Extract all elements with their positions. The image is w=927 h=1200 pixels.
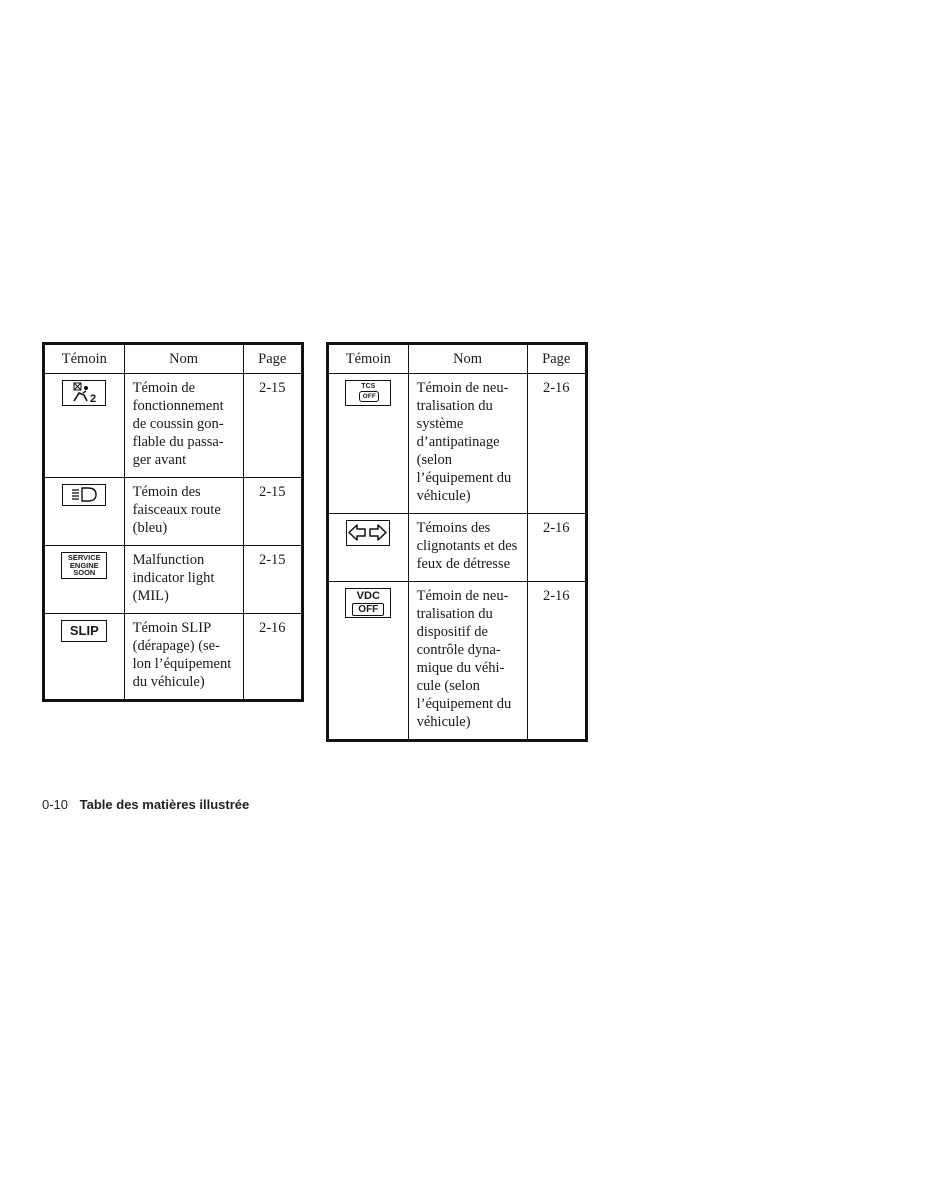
column-header-name: Nom: [408, 344, 527, 374]
page-reference: 2-16: [527, 374, 586, 514]
svg-text:2: 2: [90, 393, 97, 404]
column-header-page: Page: [527, 344, 586, 374]
indicator-name: Témoin de neu-tralisation du système d’antipatinage (selon l’équipement du véhicule): [408, 374, 527, 514]
column-header-page: Page: [243, 344, 302, 374]
page-reference: 2-16: [527, 582, 586, 741]
indicator-name: Témoins des clignotants et des feux de détresse: [408, 514, 527, 582]
icon-text: ENGINE: [69, 560, 99, 570]
indicator-name: Malfunction indicator light (MIL): [124, 546, 243, 614]
table-row: [44, 478, 303, 546]
icon-text: OFF: [352, 603, 384, 616]
indicator-name: Témoin de fonctionnement de coussin gon-flable du passa-ger avant: [124, 374, 243, 478]
table-row: [328, 374, 587, 514]
page-reference: 2-15: [243, 546, 302, 614]
high-beam-icon: [62, 484, 106, 506]
indicator-name: Témoin de neu-tralisation du dispositif de contrôle dyna-mique du véhi-cule (selon l’équipement du véhicule): [408, 582, 527, 741]
icon-text: OFF: [359, 391, 379, 402]
table-row: [44, 374, 303, 478]
indicator-table-right: [326, 342, 588, 742]
tcs-off-icon: [345, 380, 391, 406]
section-title: Table des matières illustrée: [79, 797, 250, 812]
table-row: [44, 546, 303, 614]
slip-icon: SLIP: [61, 620, 107, 642]
table-row: [328, 514, 587, 582]
icon-text: TCS: [361, 383, 376, 390]
page-reference: 2-16: [527, 514, 586, 582]
table-row: [44, 614, 303, 701]
page-footer: [42, 797, 249, 812]
icon-text: VDC: [356, 590, 380, 602]
indicator-table-left: [42, 342, 304, 702]
passenger-airbag-icon: [62, 380, 106, 406]
column-header-icon: Témoin: [328, 344, 409, 374]
page-number: 0-10: [42, 797, 69, 812]
page-reference: 2-15: [243, 374, 302, 478]
table-row: [328, 582, 587, 741]
indicator-name: Témoin SLIP (dérapage) (se-lon l’équipement du véhicule): [124, 614, 243, 701]
turn-signal-hazard-icon: [346, 520, 390, 546]
icon-text: SERVICE: [67, 553, 101, 562]
vdc-off-icon: [345, 588, 391, 618]
page-reference: 2-16: [243, 614, 302, 701]
icon-text: SOON: [73, 568, 96, 577]
column-header-icon: Témoin: [44, 344, 125, 374]
column-header-name: Nom: [124, 344, 243, 374]
page-reference: 2-15: [243, 478, 302, 546]
table-header-row: [44, 344, 303, 374]
service-engine-soon-icon: [61, 552, 107, 579]
indicator-name: Témoin des faisceaux route (bleu): [124, 478, 243, 546]
table-header-row: [328, 344, 587, 374]
